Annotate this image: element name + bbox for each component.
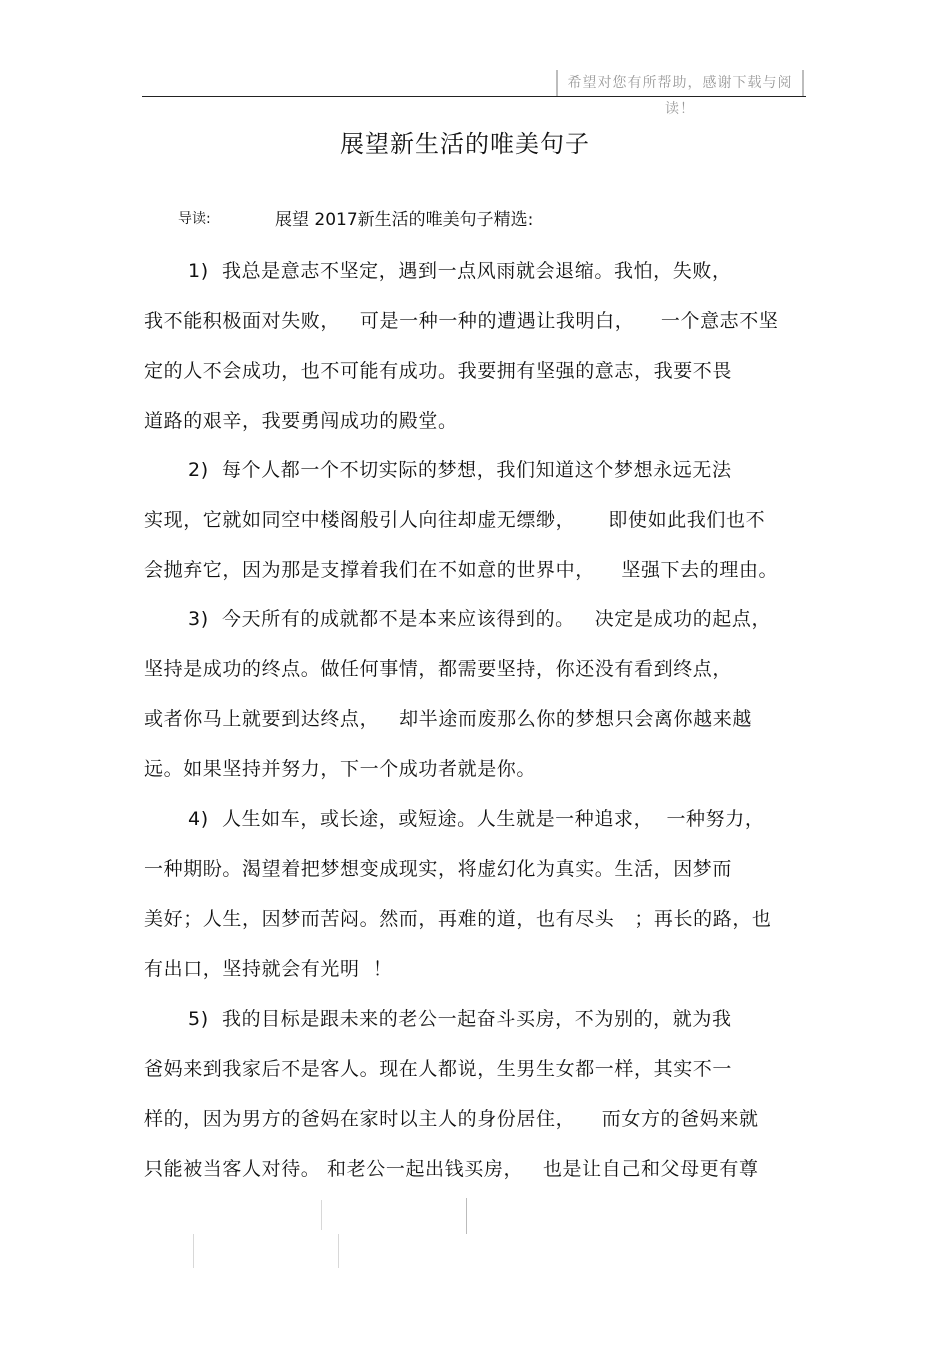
document-title: 展望新生活的唯美句子 [340,130,590,158]
header-note: 希望对您有所帮助，感谢下载与阅读！ [556,70,804,96]
intro-text: 展望 2017新生活的唯美句子精选: [275,210,534,230]
scan-artifact [193,1234,194,1268]
paragraph-line: 3) 今天所有的成就都不是本来应该得到的。 决定是成功的起点， [188,608,772,630]
paragraph-line: 有出口，坚持就会有光明 ！ [144,958,393,980]
paragraph-line: 爸妈来到我家后不是客人。现在人都说，生男生女都一样，其实不一 [144,1058,733,1080]
paragraph-line: 我不能积极面对失败， 可是一种一种的遭遇让我明白， 一个意志不坚 [144,310,779,332]
scan-artifact [338,1234,339,1268]
paragraph-line: 坚持是成功的终点。做任何事情，都需要坚持，你还没有看到终点， [144,658,733,680]
paragraph-line: 远。如果坚持并努力，下一个成功者就是你。 [144,758,537,780]
intro-label: 导读: [178,211,211,227]
paragraph-line: 会抛弃它，因为那是支撑着我们在不如意的世界中， 坚强下去的理由。 [144,559,779,581]
paragraph-line: 5) 我的目标是跟未来的老公一起奋斗买房，不为别的，就为我 [188,1008,732,1030]
paragraph-line: 或者你马上就要到达终点， 却半途而废那么你的梦想只会离你越来越 [144,708,752,730]
paragraph-line: 样的，因为男方的爸妈在家时以主人的身份居住， 而女方的爸妈来就 [144,1108,759,1130]
paragraph-line: 只能被当客人对待。 和老公一起出钱买房， 也是让自己和父母更有尊 [144,1158,759,1180]
scan-artifact [321,1200,322,1230]
paragraph-line: 美好；人生，因梦而苦闷。然而，再难的道，也有尽头 ；再长的路，也 [144,908,772,930]
header-rule [142,96,806,97]
scan-artifact [466,1198,467,1234]
paragraph-line: 实现，它就如同空中楼阁般引人向往却虚无缥缈， 即使如此我们也不 [144,509,766,531]
paragraph-line: 4) 人生如车，或长途，或短途。人生就是一种追求， 一种努力， [188,808,765,830]
paragraph-line: 定的人不会成功，也不可能有成功。我要拥有坚强的意志，我要不畏 [144,360,733,382]
paragraph-line: 1) 我总是意志不坚定，遇到一点风雨就会退缩。我怕，失败， [188,260,732,282]
paragraph-line: 一种期盼。渴望着把梦想变成现实，将虚幻化为真实。生活，因梦而 [144,858,733,880]
paragraph-line: 道路的艰辛，我要勇闯成功的殿堂。 [144,410,458,432]
paragraph-line: 2) 每个人都一个不切实际的梦想，我们知道这个梦想永远无法 [188,459,732,481]
